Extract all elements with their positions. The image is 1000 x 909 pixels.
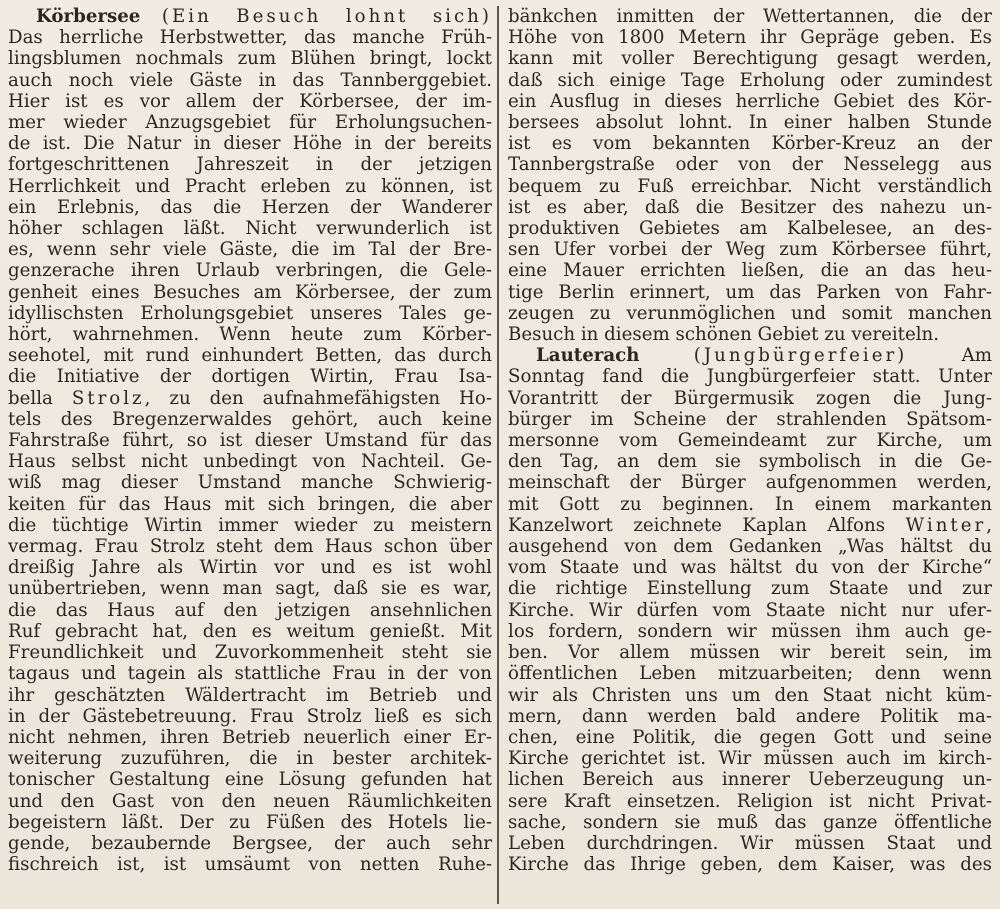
text-line: bequem zu Fuß erreichbar. Nicht verständlich [508,175,992,197]
text-line: lingsblumen nochmals zum Blühen bringt, lockt [8,48,492,70]
text-line: sen Ufer vorbei der Weg zum Körbersee führt, [508,239,992,261]
text-line: Freundlichkeit und Zuvorkommenheit steht sie [8,642,492,664]
text-line: Haus selbst nicht unbedingt von Nachteil. Ge- [8,451,492,473]
text-line: in der Gästebetreuung. Frau Strolz ließ es sich [8,705,492,727]
text-line: weiterung zuzuführen, die in bester architek- [8,748,492,770]
lauterach-article-body-continued [508,536,992,875]
text-line: ihr geschätzten Wäldertracht im Betrieb und [8,684,492,706]
place-name: Körbersee [36,6,141,27]
text-line: nicht nehmen, ihren Betrieb neuerlich einer Er- [8,726,492,748]
text-line: tels des Bregenzerwaldes gehört, auch keine [8,408,492,430]
text-line: genheit eines Besuches am Körbersee, der zum [8,281,492,303]
heading-subtitle: (Ein Besuch lohnt sich) [161,6,492,27]
heading-koerbersee [8,6,492,27]
text-line: gende, bezaubernde Bergsee, der auch sehr [8,832,492,854]
text-line: tige Berlin erinnert, um das Parken von Fahr- [508,281,992,303]
left-column [8,6,492,906]
text-line: Kirche. Wir dürfen vom Staate nicht nur ufer- [508,599,992,621]
text-line: mersonne vom Gemeindeamt zur Kirche, um [508,430,992,452]
text-line: Kirche gerichtet ist. Wir müssen auch im kirch- [508,748,992,770]
text-line: de ist. Die Natur in dieser Höhe in der bereits [8,133,492,155]
text-line: Kirche das Ihrige geben, dem Kaiser, was des [508,854,992,876]
text-line: Hier ist es vor allem der Körbersee, der im- [8,90,492,112]
text-line: fischreich ist, ist umsäumt von netten Ruhe- [8,854,492,876]
text-line: bella Strolz, zu den aufnahmefähigsten Ho- [8,387,492,409]
text-line: hört, wahrnehmen. Wenn heute zum Körber- [8,324,492,346]
text-line: bürger im Scheine der strahlenden Spätsom- [508,408,992,430]
column-divider [497,6,499,904]
text-line: Fahrstraße führt, so ist dieser Umstand für das [8,430,492,452]
lauterach-article-body [508,366,992,514]
text-line: unübertrieben, wenn man sagt, daß sie es war, [8,578,492,600]
text-line: tagaus und tagein als stattliche Frau in der von [8,663,492,685]
text-line: Tannbergstraße oder von der Nesselegg aus [508,154,992,176]
text-line: Das herrliche Herbstwetter, das manche Früh- [8,27,492,49]
text-line: Leben durchdringen. Wir müssen Staat und [508,832,992,854]
text-line: den Tag, an dem sie symbolisch in die Ge- [508,451,992,473]
text-line: lichen Bereich aus innerer Ueberzeugung un- [508,769,992,791]
heading-subtitle: (Jungbürgerfeier) [693,345,908,367]
text-line: Sonntag fand die Jungbürgerfeier statt. Unter [508,366,992,388]
text-line: ben. Vor allem müssen wir bereit sein, im [508,642,992,664]
text-line: es, wenn sehr viele Gäste, die im Tal der Bre- [8,239,492,261]
text-line: produktiven Gebietes am Kalbelesee, an des- [508,218,992,240]
text-line: die Initiative der dortigen Wirtin, Frau Isa- [8,366,492,388]
text-line: auch noch viele Gäste in das Tannberggebiet. [8,69,492,91]
text-line: zeugen zu verunmöglichen und somit manchen [508,302,992,324]
left-article-body [8,27,492,387]
text-line: ist es vom bekannten Körber-Kreuz an der [508,133,992,155]
text-line: sere Kraft einsetzen. Religion ist nicht Privat- [508,790,992,812]
text-line: kann mit voller Berechtigung gesagt werden, [508,48,992,70]
text-line: ausgehend von dem Gedanken „Was hältst du [508,536,992,558]
text-line: Kanzelwort zeichnete Kaplan Alfons Winter, [508,514,992,536]
text-line: tonischer Gestaltung eine Lösung gefunden hat [8,769,492,791]
text-line: wir als Christen uns um den Staat nicht küm- [508,684,992,706]
text-line: mit Gott zu beginnen. In einem markanten [508,493,992,515]
text-line: los fordern, sondern wir müssen ihm auch ge- [508,620,992,642]
text-line: begeistern läßt. Der zu Füßen des Hotels lie- [8,811,492,833]
text-line: Ruf gebracht hat, den es weitum genießt. Mit [8,620,492,642]
text-line: ist es aber, daß die Besitzer des nahezu un- [508,196,992,218]
text-line: mern, dann werden bald andere Politik ma- [508,705,992,727]
heading-lauterach: Lauterach (Jungbürgerfeier) Am [536,345,992,367]
text-line: dreißig Jahre als Wirtin vor und es ist wohl [8,557,492,579]
text-line: Besuch in diesem schönen Gebiet zu vereiteln. [508,324,940,346]
place-name: Lauterach [536,345,640,367]
text-line: Höhe von 1800 Metern ihr Gepräge geben. Es [508,27,992,49]
right-column [508,6,992,906]
text-line: eine Mauer errichten ließen, die an das heu- [508,260,992,282]
right-article-continuation [508,6,992,345]
text-line: vermag. Frau Strolz steht dem Haus schon über [8,536,492,558]
text-line: Herrlichkeit und Pracht erleben zu können, ist [8,175,492,197]
text-line: sache, sondern sie muß das ganze öffentliche [508,811,992,833]
text-line: chen, eine Politik, die gegen Gott und seine [508,726,992,748]
text-line: seehotel, mit rund einhundert Betten, das durch [8,345,492,367]
text-line: meinschaft der Bürger aufgenommen werden, [508,472,992,494]
text-line: wiß mag dieser Umstand manche Schwierig- [8,472,492,494]
left-article-body-continued [8,409,492,875]
text-line: vom Staate und was hältst du von der Kirche“ [508,557,992,579]
text-line: und den Gast von den neuen Räumlichkeiten [8,790,492,812]
text-line: daß sich einige Tage Erholung oder zumindest [508,69,992,91]
text-line: mer wieder Anzugsgebiet für Erholungsuchen- [8,112,492,134]
text-line: die das Haus auf den jetzigen ansehnlichen [8,599,492,621]
spaced-name: Winter [905,514,987,536]
text-line: öffentlichen Leben mitzuarbeiten; denn wenn [508,663,992,685]
text-line: genzerache ihren Urlaub verbringen, die Gele- [8,260,492,282]
text-line: bänkchen inmitten der Wettertannen, die der [508,6,992,27]
text-line: die richtige Einstellung zum Staate und zur [508,578,992,600]
text-line: die tüchtige Wirtin immer wieder zu meistern [8,514,492,536]
text-line: ein Erlebnis, das die Herzen der Wanderer [8,196,492,218]
spaced-name: Strolz [71,387,145,409]
text-line: keiten für das Haus mit sich bringen, die aber [8,493,492,515]
text-line: fortgeschrittenen Jahreszeit in der jetzigen [8,154,492,176]
text-line: bersees absolut lohnt. In einer halben Stunde [508,112,992,134]
text-line: ein Ausflug in dieses herrliche Gebiet des Kör- [508,90,992,112]
text-line: idyllischsten Erholungsgebiet unseres Tales ge- [8,302,492,324]
text-line: höher schlagen läßt. Nicht verwunderlich ist [8,218,492,240]
text-line: Vorantritt der Bürgermusik zogen die Jung- [508,387,992,409]
